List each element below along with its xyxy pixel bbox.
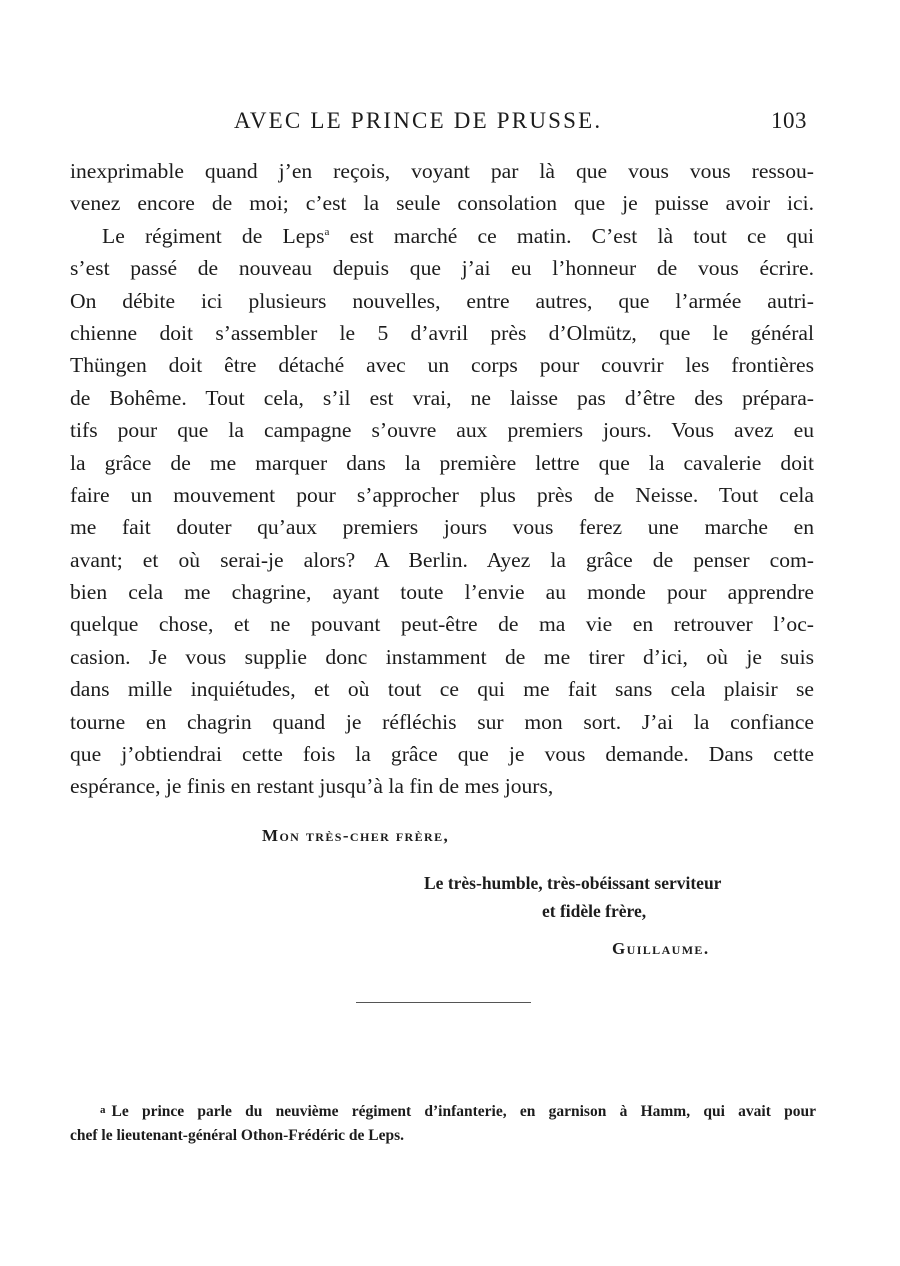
footnote-reference: a <box>324 225 330 238</box>
body-line: tourne en chagrin quand je réfléchis sur mon sort. J’ai la confiance <box>70 709 814 734</box>
body-line: tifs pour que la campagne s’ouvre aux premiers jours. Vous avez eu <box>70 418 814 443</box>
footnote <box>70 1098 816 1148</box>
body-line-start: Le régiment de Leps <box>102 223 325 248</box>
body-line: faire un mouvement pour s’approcher plus près de Neisse. Tout cela <box>70 482 814 507</box>
footnote-text: Le prince parle du neuvième régiment d’infanterie, en garnison à Hamm, qui avait pour <box>111 1103 816 1120</box>
closing-line: et fidèle frère, <box>542 901 647 921</box>
body-line: espérance, je finis en restant jusqu’à la fin de mes jours, <box>70 774 554 799</box>
body-line: que j’obtiendrai cette fois la grâce que je vous demande. Dans cette <box>70 742 814 767</box>
body-line: venez encore de moi; c’est la seule consolation que je puisse avoir ici. <box>70 191 814 216</box>
letter-body <box>70 155 814 803</box>
body-line: casion. Je vous supplie donc instamment de me tirer d’ici, où je suis <box>70 644 814 669</box>
body-line: bien cela me chagrine, ayant toute l’envie au monde pour apprendre <box>70 580 814 605</box>
footnote-divider <box>356 1002 531 1003</box>
body-line: chienne doit s’assembler le 5 d’avril près d’Olmütz, que le général <box>70 320 814 345</box>
body-line: s’est passé de nouveau depuis que j’ai eu l’honneur de vous écrire. <box>70 256 814 281</box>
running-head <box>0 108 900 140</box>
body-line <box>70 220 814 252</box>
running-title: AVEC LE PRINCE DE PRUSSE. <box>234 108 603 133</box>
body-line: me fait douter qu’aux premiers jours vous ferez une marche en <box>70 515 814 540</box>
body-line: la grâce de me marquer dans la première lettre que la cavalerie doit <box>70 450 814 475</box>
body-line: Thüngen doit être détaché avec un corps pour couvrir les frontières <box>70 353 814 378</box>
body-line: avant; et où serai-je alors? A Berlin. Ayez la grâce de penser com- <box>70 547 814 572</box>
closing-line: Le très-humble, très-obéissant serviteur <box>424 873 722 893</box>
body-line: de Bohême. Tout cela, s’il est vrai, ne laisse pas d’être des prépara- <box>70 385 814 410</box>
footnote-marker: a <box>100 1104 106 1116</box>
body-line: quelque chose, et ne pouvant peut-être de ma vie en retrouver l’oc- <box>70 612 814 637</box>
footnote-line <box>70 1098 816 1123</box>
body-line: On débite ici plusieurs nouvelles, entre autres, que l’armée autri- <box>70 288 814 313</box>
salutation: Mon très-cher frère, <box>262 826 450 845</box>
footnote-line: chef le lieutenant-général Othon-Frédéric de Leps. <box>70 1127 405 1144</box>
body-line: inexprimable quand j’en reçois, voyant par là que vous vous ressou- <box>70 159 814 183</box>
body-line-rest: est marché ce matin. C’est là tout ce qui <box>329 223 815 248</box>
body-line: dans mille inquiétudes, et où tout ce qui me fait sans cela plaisir se <box>70 677 814 702</box>
page-number: 103 <box>771 108 807 133</box>
signature: Guillaume. <box>612 939 710 958</box>
